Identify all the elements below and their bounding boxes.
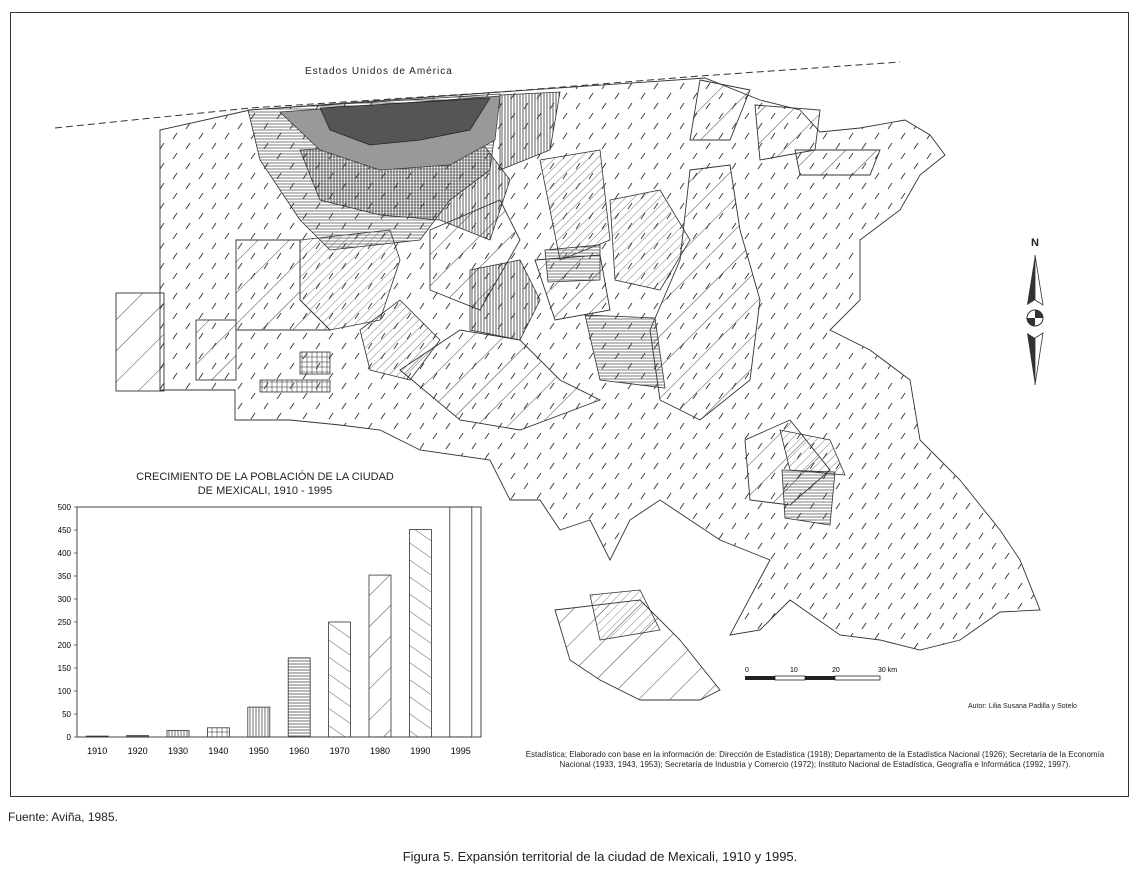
y-tick-label: 300 (57, 595, 71, 604)
y-tick-label: 150 (57, 664, 71, 673)
x-tick-label: 1995 (450, 746, 471, 756)
scale-label-0: 0 (745, 667, 749, 674)
small-zone-strip (260, 380, 330, 392)
bar-1910 (86, 736, 108, 737)
north-arrow-icon (1027, 255, 1043, 385)
source-note: Fuente: Aviña, 1985. (8, 810, 118, 824)
bar-1940 (207, 728, 229, 737)
north-label: N (1031, 237, 1039, 249)
bar-1920 (127, 736, 149, 737)
x-tick-label: 1910 (87, 746, 108, 756)
y-tick-label: 250 (57, 618, 71, 627)
x-tick-label: 1950 (248, 746, 269, 756)
y-tick-label: 50 (62, 710, 71, 719)
x-tick-label: 1990 (410, 746, 431, 756)
y-tick-label: 0 (66, 733, 71, 742)
figure-caption: Figura 5. Expansión territorial de la ciudad de Mexicali, 1910 y 1995. (402, 849, 798, 864)
scale-label-20: 20 (832, 667, 840, 674)
x-tick-label: 1930 (167, 746, 189, 756)
country-label: Estados Unidos de América (305, 66, 453, 77)
chart-title: CRECIMIENTO DE LA POBLACIÓN DE LA CIUDAD DE MEXICALI, 1910 - 1995 (136, 471, 394, 497)
x-tick-label: 1980 (369, 746, 391, 756)
bar-1990 (409, 530, 431, 737)
x-tick-label: 1960 (289, 746, 310, 756)
y-tick-label: 500 (57, 503, 71, 512)
y-tick-label: 100 (57, 687, 71, 696)
y-tick-label: 450 (57, 526, 71, 535)
author-credit: Autor: Lilia Susana Padilla y Sotelo (968, 703, 1077, 710)
bar-1930 (167, 731, 189, 737)
y-tick-label: 350 (57, 572, 71, 581)
x-tick-label: 1970 (329, 746, 350, 756)
y-tick-label: 400 (57, 549, 71, 558)
bar-1960 (288, 658, 310, 737)
bar-1950 (248, 707, 270, 737)
population-chart (58, 503, 481, 756)
scale-label-10: 10 (790, 667, 798, 674)
bar-1980 (369, 575, 391, 737)
statistics-note: Estadística; Elaborado con base en la información de: Dirección de Estadística (1918); Departamento de la Estadística Nacional (1926); Secretaría de la Economía Nacional (1933, 1943, 1953); Secretaría de Industria y Comercio (1972); Instituto Nacional de Estadística, Geografía e Informática (1992, 1997). (525, 750, 1105, 769)
bar-1970 (329, 622, 351, 737)
scale-label-30: 30 km (878, 667, 898, 674)
x-tick-label: 1920 (127, 746, 148, 756)
x-tick-label: 1940 (208, 746, 229, 756)
y-tick-label: 200 (57, 641, 71, 650)
scale-bar (745, 667, 897, 680)
small-zone-block (300, 352, 330, 374)
